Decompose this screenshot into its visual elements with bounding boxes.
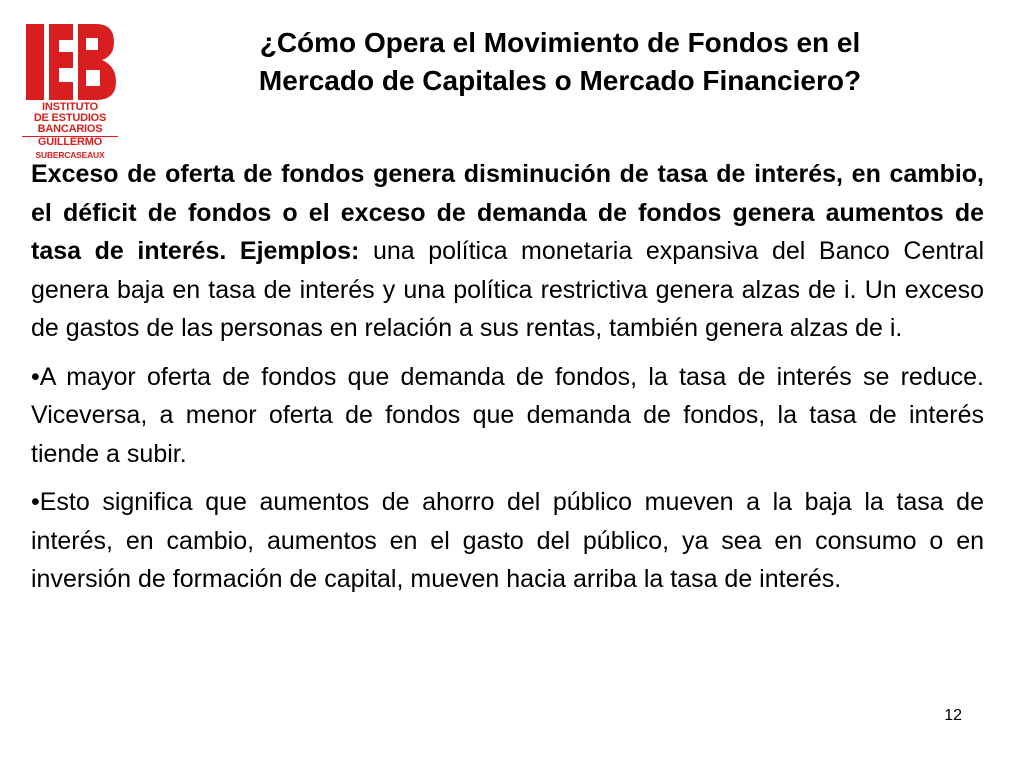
slide-title-line-1: ¿Cómo Opera el Movimiento de Fondos en el (259, 27, 861, 58)
slide-title-line-2: Mercado de Capitales o Mercado Financiero? (258, 65, 862, 96)
logo-line-guillermo: GUILLERMO (37, 136, 103, 148)
paragraph-3-bullet: •Esto significa que aumentos de ahorro del público mueven a la baja la tasa de interés, en cambio, aumentos en el gasto del público, ya sea en consumo o en inversión de formación de capital, mueven hacia arriba la tasa de interés. (31, 488, 984, 593)
logo-line-instituto: INSTITUTO (41, 101, 99, 113)
logo-line-bancarios: BANCARIOS (22, 124, 118, 137)
page-number: 12 (944, 707, 962, 724)
paragraph-1 (31, 155, 984, 348)
logo-text (22, 102, 118, 161)
paragraph-1-bold: Exceso de oferta de fondos genera disminución de tasa de interés, en cambio, el déficit de fondos o el exceso de demanda de fondos genera aumentos de tasa de interés. Ejemplos: (31, 160, 984, 265)
slide-title (130, 24, 990, 100)
institute-logo (22, 18, 118, 160)
ieb-logo-mark-icon (22, 18, 118, 104)
paragraph-2-bullet: •A mayor oferta de fondos que demanda de fondos, la tasa de interés se reduce. Viceversa, a menor oferta de fondos que demanda de fondos, la tasa de interés tiende a subir. (31, 362, 984, 468)
paragraph-1-rest: una política monetaria expansiva del Banco Central genera baja en tasa de interés y una política restrictiva genera alzas de i. Un exceso de gastos de las personas en relación a sus rentas, también genera alzas de i. (31, 237, 984, 342)
slide-body (31, 155, 984, 609)
logo-line-subercaseaux: SUBERCASEAUX (35, 150, 105, 160)
logo-line-de-estudios: DE ESTUDIOS (33, 112, 107, 124)
